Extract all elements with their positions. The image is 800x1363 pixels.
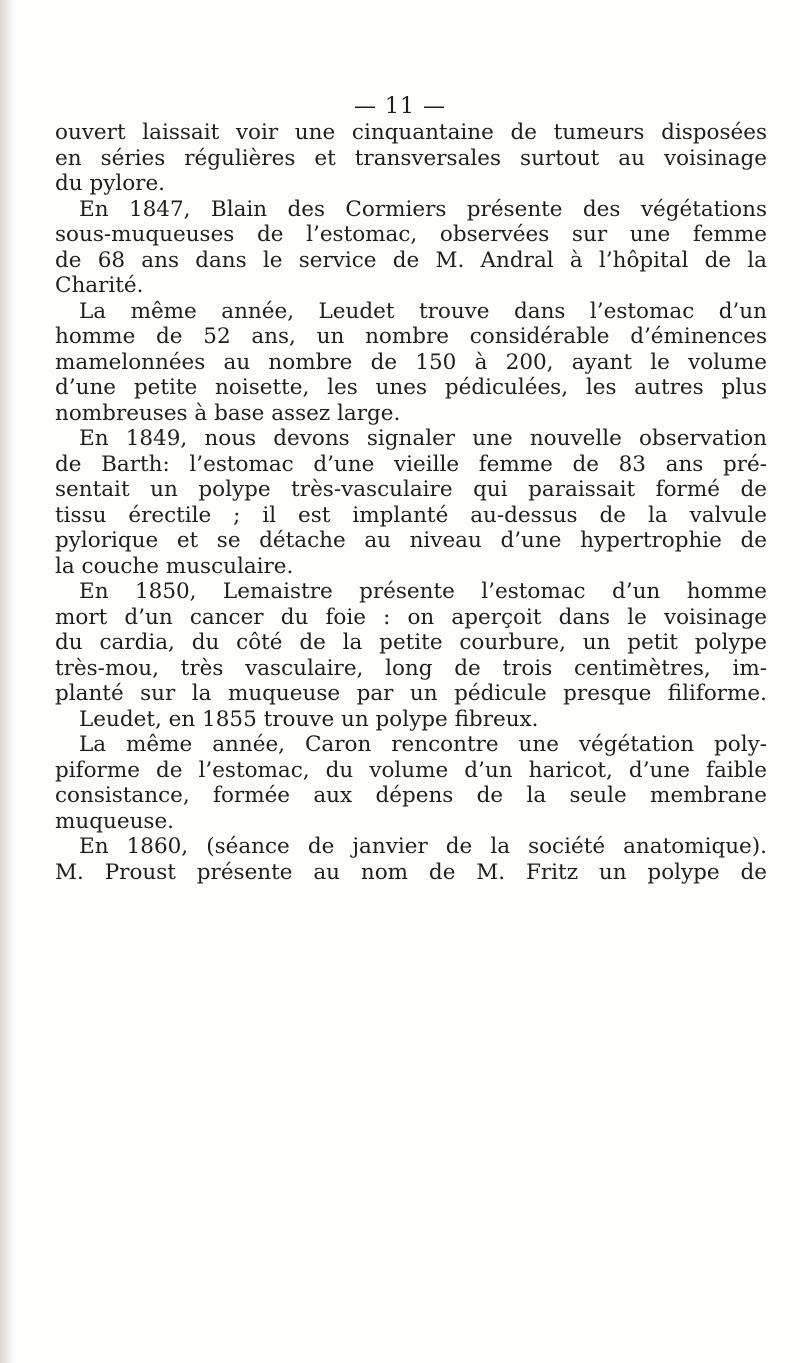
text-line: muqueuse. [55,809,175,834]
text-line: sentait un polype très-vasculaire qui paraissait formé de [55,477,767,502]
text-line: En 1850, Lemaistre présente l’estomac d’un homme [79,579,767,604]
text-line: En 1849, nous devons signaler une nouvelle observation [79,426,767,451]
text-line: Charité. [55,273,144,298]
text-line: planté sur la muqueuse par un pédicule presque filiforme. [55,681,767,706]
text-line: En 1847, Blain des Cormiers présente des végétations [79,197,767,222]
text-line: tissu érectile ; il est implanté au-dessus de la valvule [55,503,767,528]
text-line: de 68 ans dans le service de M. Andral à l’hôpital de la [55,248,767,273]
text-line: En 1860, (séance de janvier de la société anatomique). [79,834,767,859]
binding-gutter-shadow [0,0,14,1363]
text-line: la couche musculaire. [55,554,294,579]
text-line: piforme de l’estomac, du volume d’un haricot, d’une faible [55,758,767,783]
text-line: M. Proust présente au nom de M. Fritz un polype de [55,860,767,885]
text-line: d’une petite noisette, les unes pédiculées, les autres plus [55,375,767,400]
text-line: en séries régulières et transversales surtout au voisinage [55,146,767,171]
text-line: très-mou, très vasculaire, long de trois centimètres, im- [55,656,767,681]
page-number: — 11 — [354,94,446,119]
text-line: mort d’un cancer du foie : on aperçoit dans le voisinage [55,605,767,630]
text-line: du pylore. [55,171,166,196]
text-line: ouvert laissait voir une cinquantaine de tumeurs disposées [55,120,767,145]
text-line: mamelonnées au nombre de 150 à 200, ayant le volume [55,350,767,375]
text-line: nombreuses à base assez large. [55,401,401,426]
text-line: pylorique et se détache au niveau d’une hypertrophie de [55,528,767,553]
text-line: La même année, Leudet trouve dans l’estomac d’un [79,299,767,324]
text-line: consistance, formée aux dépens de la seule membrane [55,783,767,808]
text-line: du cardia, du côté de la petite courbure, un petit polype [55,630,767,655]
text-line: sous-muqueuses de l’estomac, observées sur une femme [55,222,767,247]
text-line: de Barth: l’estomac d’une vieille femme de 83 ans pré- [55,452,767,477]
text-line: Leudet, en 1855 trouve un polype fibreux. [79,707,539,732]
text-line: La même année, Caron rencontre une végétation poly- [79,732,767,757]
text-line: homme de 52 ans, un nombre considérable d’éminences [55,324,767,349]
